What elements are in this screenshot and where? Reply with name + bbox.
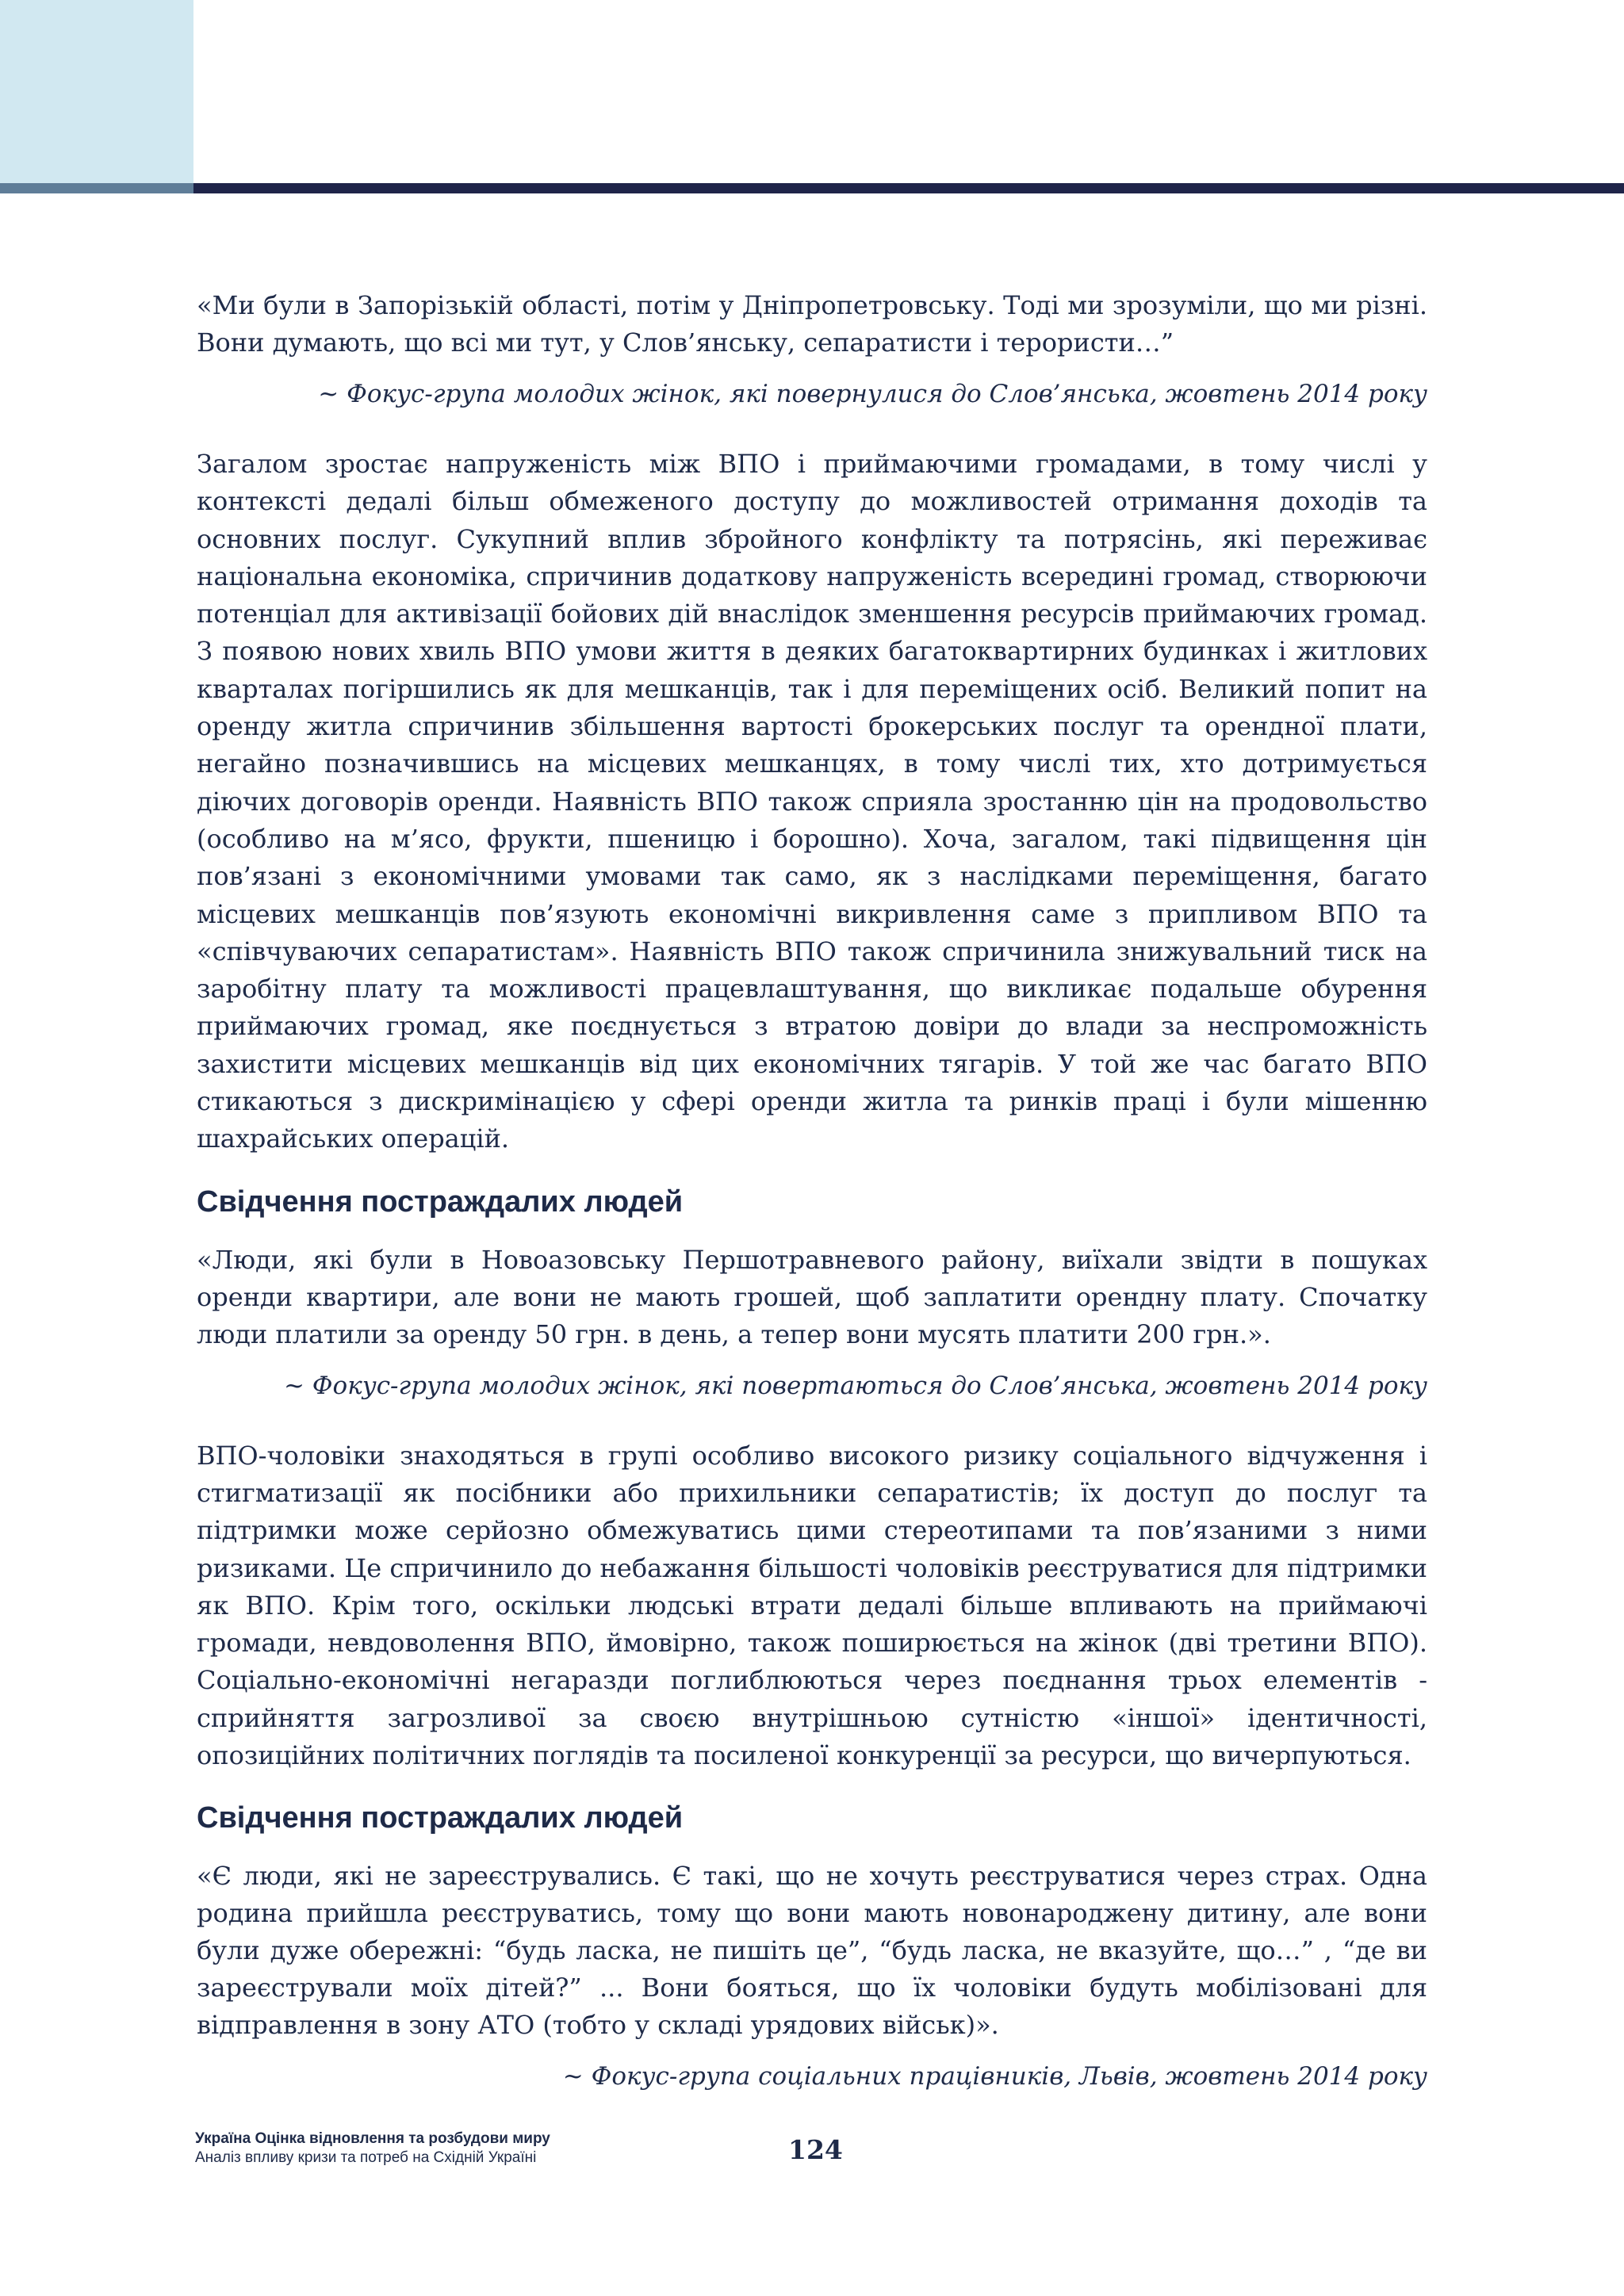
quote-text: «Люди, які були в Новоазовську Першотравневого району, виїхали звідти в пошуках оренди квартири, але вони не мають грошей, щоб заплатити орендну плату. Спочатку люди платили за оренду 50 грн. в день, а тепер вони мусять платити 200 грн.». — [197, 1244, 1427, 1349]
section-heading: Свідчення постраждалих людей — [197, 1184, 684, 1219]
footer-title: Україна Оцінка відновлення та розбудови миру — [195, 2130, 550, 2147]
quote-text: «Ми були в Запорізькій області, потім у Дніпропетровську. Тоді ми зрозуміли, що ми різні. Вони думають, що всі ми тут, у Слов’янську, сепаратисти і терористи…” — [197, 290, 1427, 358]
quote-source: ~ Фокус-група соціальних працівників, Львів, жовтень 2014 року — [562, 2062, 1427, 2091]
quote-text: «Є люди, які не зареєструвались. Є такі, що не хочуть реєструватися через страх. Одна родина прийшла реєструватись, тому що вони мають новонароджену дитину, але вони були дуже обережні: “будь ласка, не пишіть це”, “будь ласка, не вказуйте, що…” , “де ви зареєстрували моїх дітей?” ... Вони бояться, що їх чоловіки будуть мобілізовані для відправлення в зону АТО (тобто у складі урядових військ)». — [197, 1861, 1427, 2041]
quote-source: ~ Фокус-група молодих жінок, які повернулися до Слов’янська, жовтень 2014 року — [318, 380, 1427, 408]
page-number: 124 — [788, 2134, 843, 2165]
header-rule — [193, 183, 1624, 193]
quote-source: ~ Фокус-група молодих жінок, які повертаються до Слов’янська, жовтень 2014 року — [283, 1371, 1427, 1400]
footer-publication — [195, 2130, 550, 2168]
header-accent-block — [0, 0, 193, 190]
footer-subtitle: Аналіз впливу кризи та потреб на Східній Україні — [195, 2149, 537, 2166]
section-heading: Свідчення постраждалих людей — [197, 1801, 684, 1835]
page-content — [197, 287, 1427, 2095]
header-rule-left — [0, 183, 193, 193]
body-paragraph: ВПО-чоловіки знаходяться в групі особливо високого ризику соціального відчуження і стигматизації як посібники або прихильники сепаратистів; їх доступ до послуг та підтримки може серйозно обмежуватись цими стереотипами та пов’язаними з ними ризиками. Це спричинило до небажання більшості чоловіків реєструватися для підтримки як ВПО. Крім того, оскільки людські втрати дедалі більше впливають на приймаючі громади, невдоволення ВПО, ймовірно, також поширюється на жінок (дві третини ВПО). Соціально-економічні негаразди поглиблюються через поєднання трьох елементів - сприйняття загрозливої за своєю внутрішньою сутністю «іншої» ідентичності, опозиційних політичних поглядів та посиленої конкуренції за ресурси, що вичерпуються. — [197, 1440, 1427, 1771]
body-paragraph: Загалом зростає напруженість між ВПО і приймаючими громадами, в тому числі у контексті дедалі більш обмеженого доступу до можливостей отримання доходів та основних послуг. Сукупний вплив збройного конфлікту та потрясінь, які переживає національна економіка, спричинив додаткову напруженість всередині громад, створюючи потенціал для активізації бойових дій внаслідок зменшення ресурсів приймаючих громад. З появою нових хвиль ВПО умови життя в деяких багатоквартирних будинках і житлових кварталах погіршились як для мешканців, так і для переміщених осіб. Великий попит на оренду житла спричинив збільшення вартості брокерських послуг та орендної плати, негайно позначившись на місцевих мешканцях, в тому числі тих, хто дотримується діючих договорів оренди. Наявність ВПО також сприяла зростанню цін на продовольство (особливо на м’ясо, фрукти, пшеницю і борошно). Хоча, загалом, такі підвищення цін пов’язані з економічними умовами так само, як з наслідками переміщення, багато місцевих мешканців пов’язують економічні викривлення саме з припливом ВПО та «співчуваючих сепаратистам». Наявність ВПО також спричинила знижувальний тиск на заробітну плату та можливості працевлаштування, що викликає подальше обурення приймаючих громад, яке поєднується з втратою довіри до влади за неспроможність захистити місцевих мешканців від цих економічних тягарів. У той же час багато ВПО стикаються з дискримінацією у сфері оренди житла та ринків праці і були мішенню шахрайських операцій. — [197, 449, 1427, 1154]
